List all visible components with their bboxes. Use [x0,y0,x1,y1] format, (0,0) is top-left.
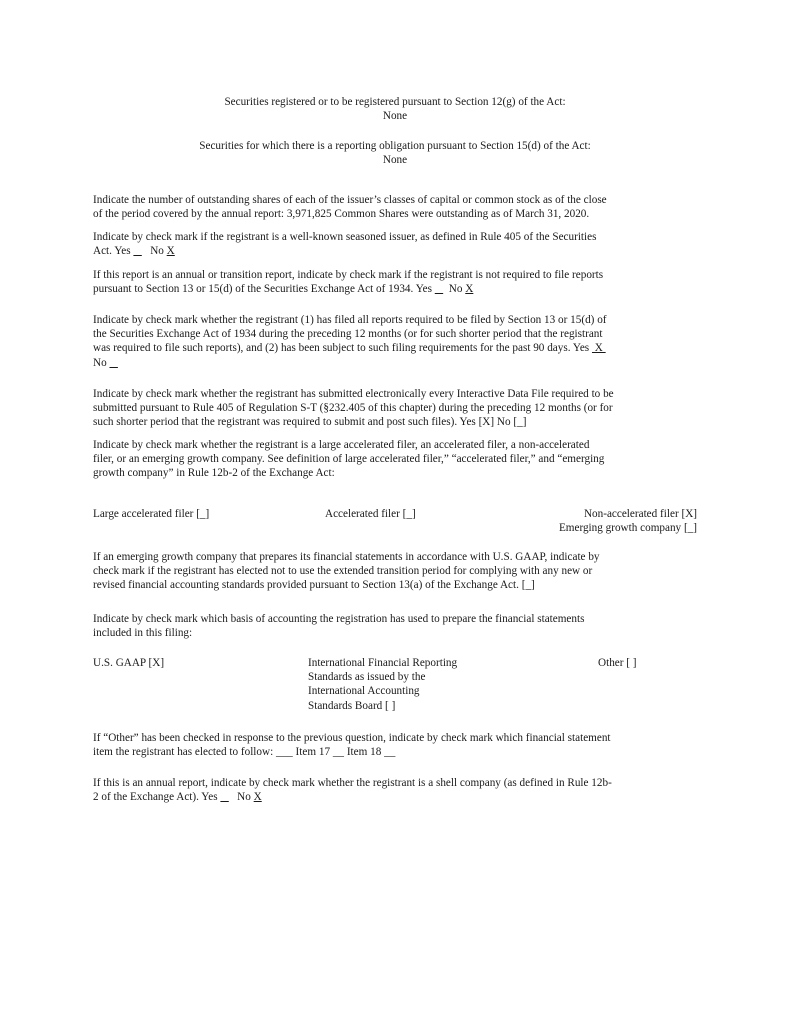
filer-type-paragraph [93,438,697,481]
not-required-paragraph [93,268,697,296]
shell-company-line2 [93,790,697,804]
other-item-line2: item the registrant has elected to follow: ___ Item 17 __ Item 18 __ [93,746,396,759]
filer-type-line2: filer, or an emerging growth company. See definition of large accelerated filer,” “accelerated filer,” and “emerging [93,453,605,466]
wksi-yes-label: Act. Yes [93,245,134,258]
section-12g-heading: Securities registered or to be registered pursuant to Section 12(g) of the Act: [224,96,566,108]
not-required-no-label: No [443,283,466,296]
outstanding-shares-line1: Indicate the number of outstanding shares of each of the issuer’s classes of capital or common stock as of the close [93,194,607,206]
shell-yes-label: 2 of the Exchange Act). Yes [93,791,221,804]
filer-options-row [93,507,697,537]
filer-type-line1: Indicate by check mark whether the registrant is a large accelerated filer, an accelerated filer, a non-accelerated [93,439,590,451]
wksi-yes-mark [133,245,141,257]
interactive-data-paragraph [93,387,697,430]
us-gaap-option: U.S. GAAP [X] [93,657,165,669]
egc-line2: check mark if the registrant has elected not to use the extended transition period for complying with any new or [93,565,593,578]
filer-type-line3: growth company” in Rule 12b-2 of the Exchange Act: [93,467,335,480]
not-required-yes-label: pursuant to Section 13 or 15(d) of the Securities Exchange Act of 1934. Yes [93,283,435,296]
ifrs-line2: Standards as issued by the [308,671,426,684]
basis-line2: included in this filing: [93,627,193,640]
section-12g-value: None [382,110,408,123]
filed-reports-line4 [93,356,697,370]
egc-line3: revised financial accounting standards provided pursuant to Section 13(a) of the Exchange Act. [_] [93,579,535,592]
basis-paragraph [93,612,697,640]
not-required-line2 [93,282,697,296]
ifrs-line1: International Financial Reporting [308,657,458,669]
section-15d-block [93,139,697,167]
filed-reports-paragraph [93,313,697,370]
filed-reports-yes-mark: X [591,342,606,355]
non-accelerated-filer-option: Non-accelerated filer [X] [583,508,697,520]
wksi-line2 [93,244,697,258]
interactive-data-line1: Indicate by check mark whether the registrant has submitted electronically every Interactive Data File required to be [93,388,614,400]
other-item-paragraph [93,731,697,759]
egc-paragraph [93,550,697,593]
interactive-data-line2: submitted pursuant to Rule 405 of Regulation S-T (§232.405 of this chapter) during the preceding 12 months (or for [93,402,613,415]
other-option: Other [ ] [598,657,637,669]
filed-reports-no-mark [109,357,117,369]
wksi-no-mark: X [166,245,175,258]
shell-yes-mark [220,791,228,803]
filed-reports-line1: Indicate by check mark whether the registrant (1) has filed all reports required to be filed by Section 13 or 15(d) of [93,314,607,326]
basis-options-row [93,656,697,716]
filed-reports-yes-label: was required to file such reports), and (2) has been subject to such filing requirements for the past 90 days. Yes [93,342,592,355]
shell-company-paragraph [93,776,697,804]
wksi-paragraph [93,230,697,258]
section-12g-block [93,95,697,123]
shell-no-label: No [228,791,254,804]
other-item-line1: If “Other” has been checked in response to the previous question, indicate by check mark which financial statement [93,732,611,744]
large-accelerated-filer-option: Large accelerated filer [_] [93,508,210,520]
section-15d-heading: Securities for which there is a reporting obligation pursuant to Section 15(d) of the Act: [199,140,591,152]
wksi-line1: Indicate by check mark if the registrant is a well-known seasoned issuer, as defined in Rule 405 of the Securities [93,231,597,243]
outstanding-shares-line2: of the period covered by the annual report: 3,971,825 Common Shares were outstanding as of March 31, 2020. [93,208,590,221]
outstanding-shares-paragraph [93,193,697,221]
filed-reports-no-label: No [93,356,110,369]
egc-line1: If an emerging growth company that prepares its financial statements in accordance with U.S. GAAP, indicate by [93,551,600,563]
wksi-no-label: No [141,245,167,258]
filed-reports-line2: the Securities Exchange Act of 1934 during the preceding 12 months (or for such shorter period that the registrant [93,328,603,341]
interactive-data-line3: such shorter period that the registrant was required to submit and post such files). Yes [X] No [_] [93,416,527,429]
not-required-line1: If this report is an annual or transition report, indicate by check mark if the registrant is not required to file reports [93,269,604,281]
emerging-growth-company-option: Emerging growth company [_] [558,522,697,534]
basis-line1: Indicate by check mark which basis of accounting the registration has used to prepare the financial statements [93,613,585,625]
accelerated-filer-option: Accelerated filer [_] [325,508,416,520]
ifrs-line4: Standards Board [ ] [308,699,396,712]
ifrs-option [308,656,457,713]
shell-no-mark: X [253,791,262,804]
section-15d-value: None [382,154,408,167]
filed-reports-line3 [93,341,697,355]
not-required-yes-mark [435,283,443,295]
ifrs-line3: International Accounting [308,685,420,698]
not-required-no-mark: X [465,283,474,296]
shell-company-line1: If this is an annual report, indicate by check mark whether the registrant is a shell company (as defined in Rule 12b- [93,777,612,789]
